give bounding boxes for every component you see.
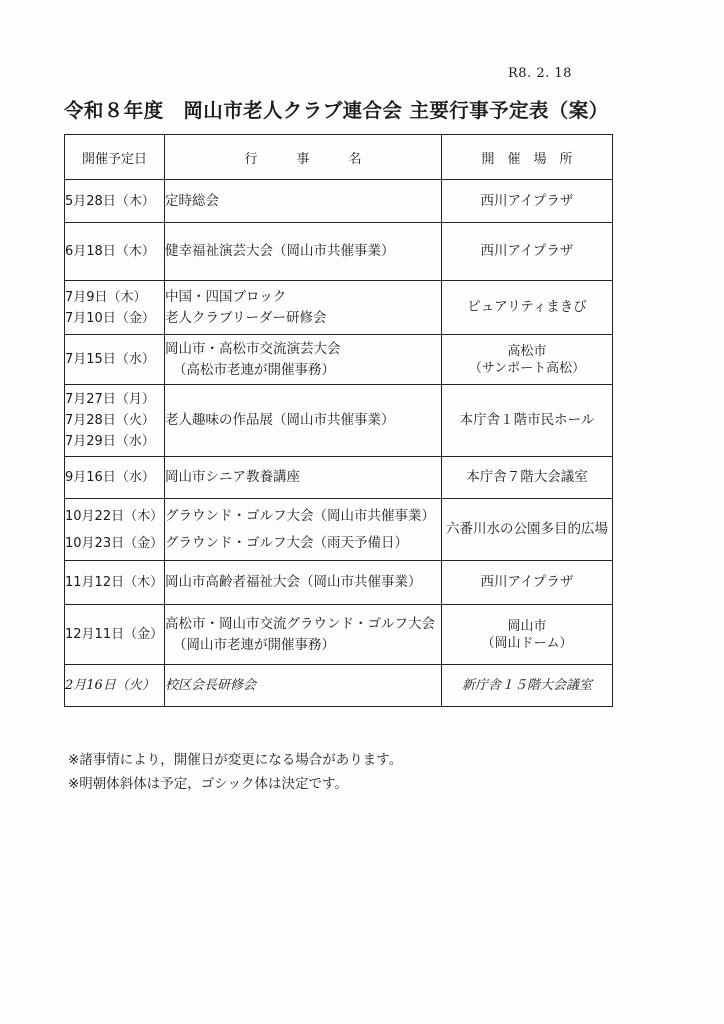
event-venue: 本庁舎７階大会議室 bbox=[466, 469, 588, 485]
event-venue: 六番川水の公園多目的広場 bbox=[446, 521, 608, 537]
event-date-cell bbox=[65, 335, 165, 385]
event-name-cell bbox=[165, 180, 442, 223]
event-name: 中国・四国ブロック bbox=[165, 288, 287, 305]
table-row bbox=[65, 605, 613, 665]
event-name-cell bbox=[165, 499, 442, 561]
event-name: 老人クラブリーダー研修会 bbox=[165, 309, 327, 326]
event-venue-note: （サンポート高松） bbox=[468, 360, 586, 376]
event-date: 6月18日（木） bbox=[65, 244, 155, 259]
event-venue: 西川アイプラザ bbox=[480, 192, 574, 209]
event-date-cell bbox=[65, 457, 165, 499]
event-venue: 西川アイプラザ bbox=[480, 243, 574, 259]
event-venue: 高松市 bbox=[507, 343, 547, 359]
header-event: 行 事 名 bbox=[165, 135, 442, 180]
event-date: 7月29日（水） bbox=[65, 434, 155, 449]
event-name: 岡山市・高松市交流演芸大会 bbox=[165, 340, 341, 357]
event-venue-cell bbox=[442, 223, 613, 281]
event-name: 健幸福祉演芸大会（岡山市共催事業） bbox=[165, 243, 395, 259]
event-date: 10月23日（金） bbox=[65, 535, 164, 551]
event-venue: 岡山市 bbox=[507, 618, 547, 634]
event-name: グラウンド・ゴルフ大会（岡山市共催事業） bbox=[165, 507, 435, 524]
event-date-cell bbox=[65, 499, 165, 561]
event-date-cell bbox=[65, 561, 165, 605]
table-header-row bbox=[65, 135, 613, 180]
event-venue-cell bbox=[442, 180, 613, 223]
table-row bbox=[65, 180, 613, 223]
event-name-cell bbox=[165, 561, 442, 605]
table-row bbox=[65, 457, 613, 499]
header-date: 開催予定日 bbox=[65, 135, 165, 180]
event-name-cell bbox=[165, 665, 442, 707]
event-date: 7月9日（木） bbox=[65, 289, 147, 305]
event-venue-cell bbox=[442, 665, 613, 707]
event-date: 7月15日（水） bbox=[65, 352, 155, 367]
event-name-cell bbox=[165, 335, 442, 385]
event-date-cell bbox=[65, 281, 165, 335]
event-name-cell bbox=[165, 457, 442, 499]
event-venue: 西川アイプラザ bbox=[480, 574, 574, 590]
event-name: 定時総会 bbox=[165, 192, 219, 209]
event-name-cell bbox=[165, 605, 442, 665]
event-venue: 新庁舎１５階大会議室 bbox=[461, 678, 592, 693]
event-name: グラウンド・ゴルフ大会（雨天予備日） bbox=[165, 534, 408, 551]
table-row bbox=[65, 223, 613, 281]
event-date-cell bbox=[65, 223, 165, 281]
document-title: 令和８年度 岡山市老人クラブ連合会 主要行事予定表（案） bbox=[64, 99, 609, 122]
footnote: ※明朝体斜体は予定，ゴシック体は決定です。 bbox=[68, 776, 348, 792]
event-date: 5月28日（木） bbox=[65, 193, 155, 209]
table-row bbox=[65, 281, 613, 335]
event-date: 11月12日（木） bbox=[65, 575, 164, 590]
footnotes bbox=[68, 748, 402, 796]
table-row bbox=[65, 499, 613, 561]
table-row bbox=[65, 335, 613, 385]
event-venue-cell bbox=[442, 281, 613, 335]
event-name-cell bbox=[165, 223, 442, 281]
event-venue-cell bbox=[442, 457, 613, 499]
event-date: 7月10日（金） bbox=[65, 310, 155, 326]
event-name: 岡山市シニア教養講座 bbox=[165, 469, 300, 485]
event-name-cell bbox=[165, 281, 442, 335]
event-venue-cell bbox=[442, 335, 613, 385]
event-date-cell bbox=[65, 605, 165, 665]
event-name: 岡山市高齢者福祉大会（岡山市共催事業） bbox=[165, 574, 422, 590]
event-date: 7月28日（火） bbox=[65, 413, 155, 428]
event-date: 2月16日（火） bbox=[65, 678, 155, 693]
event-venue-cell bbox=[442, 499, 613, 561]
event-date: 9月16日（水） bbox=[65, 470, 155, 485]
event-name-note: （高松市老連が開催事務） bbox=[173, 361, 335, 378]
event-venue-cell bbox=[442, 561, 613, 605]
event-venue-note: （岡山ドーム） bbox=[481, 635, 573, 651]
event-venue-cell bbox=[442, 385, 613, 457]
event-date-cell bbox=[65, 665, 165, 707]
event-venue: 本庁舎１階市民ホール bbox=[459, 412, 595, 428]
event-name: 老人趣味の作品展（岡山市共催事業） bbox=[165, 412, 395, 428]
document-date: R8. 2. 18 bbox=[508, 66, 572, 81]
table-row-tentative bbox=[65, 665, 613, 707]
event-date: 12月11日（金） bbox=[65, 627, 164, 642]
event-date: 7月27日（月） bbox=[65, 392, 155, 407]
table-row bbox=[65, 385, 613, 457]
header-venue: 開 催 場 所 bbox=[442, 135, 613, 180]
event-date-cell bbox=[65, 180, 165, 223]
event-venue: ピュアリティまきび bbox=[467, 299, 587, 315]
event-name: 校区会長研修会 bbox=[165, 678, 257, 693]
table-row bbox=[65, 561, 613, 605]
event-name: 高松市・岡山市交流グラウンド・ゴルフ大会 bbox=[165, 615, 435, 632]
event-venue-cell bbox=[442, 605, 613, 665]
schedule-table bbox=[64, 134, 613, 707]
event-date: 10月22日（木） bbox=[65, 508, 164, 524]
event-date-cell bbox=[65, 385, 165, 457]
event-name-note: （岡山市老連が開催事務） bbox=[173, 636, 335, 653]
event-name-cell bbox=[165, 385, 442, 457]
footnote: ※諸事情により，開催日が変更になる場合があります。 bbox=[68, 752, 403, 768]
